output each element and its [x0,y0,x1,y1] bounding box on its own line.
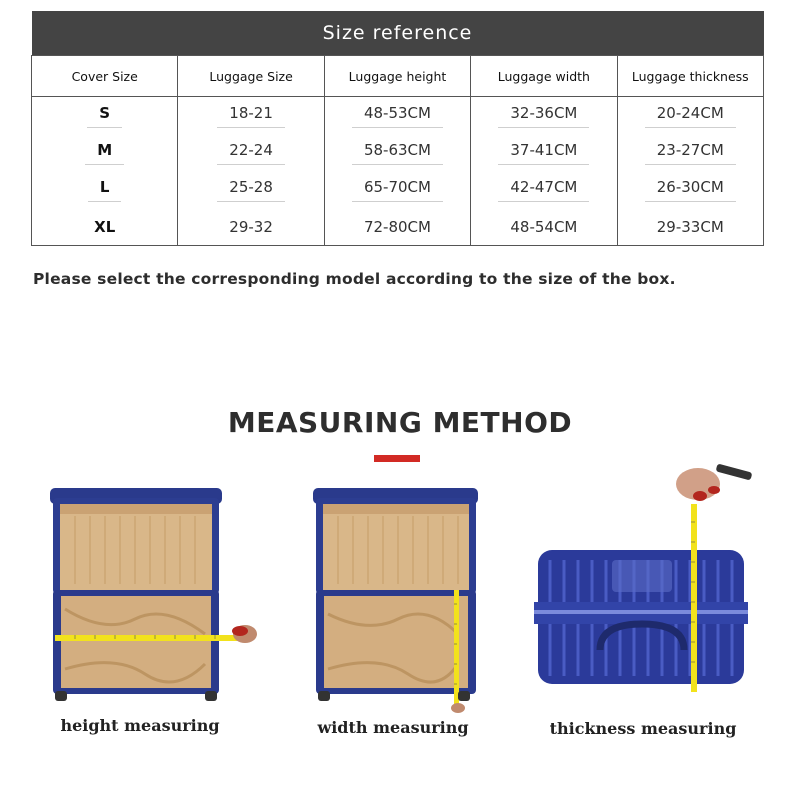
table-row [32,171,764,208]
base-lining [61,596,211,688]
wheel [318,691,330,701]
measuring-method-title: MEASURING METHOD [227,406,573,439]
thickness-measuring-photo [530,462,760,692]
thickness-cell: 26-30CM [617,171,763,208]
cover-size-cell: L [32,171,178,208]
base-lining [324,596,468,688]
table-row [32,208,764,246]
height-cell: 72-80CM [324,208,470,246]
luggage-size-cell: 25-28 [178,171,324,208]
width-cell: 37-41CM [471,134,617,171]
lid-lining [60,504,212,590]
wheel [205,691,217,701]
title-accent-bar [374,455,420,462]
lid-lining [323,504,469,590]
table-row [32,97,764,135]
cover-size-cell: XL [32,208,178,246]
hand [451,703,465,713]
height-cell: 58-63CM [324,134,470,171]
height-measuring-caption: height measuring [60,716,220,735]
thickness-cell: 20-24CM [617,97,763,135]
wheel [55,691,67,701]
measuring-tape [55,635,245,641]
width-cell: 42-47CM [471,171,617,208]
table-row [32,134,764,171]
luggage-size-cell: 22-24 [178,134,324,171]
height-cell: 48-53CM [324,97,470,135]
table-header-row [32,56,764,97]
width-cell: 32-36CM [471,97,617,135]
cover-size-cell: S [32,97,178,135]
width-cell: 48-54CM [471,208,617,246]
measuring-tape [691,504,697,692]
header-luggage-size: Luggage Size [178,56,324,97]
height-measuring-photo [45,484,260,706]
header-luggage-thickness: Luggage thickness [617,56,763,97]
size-reference-title: Size reference [32,11,764,56]
cover-size-cell: M [32,134,178,171]
thickness-cell: 23-27CM [617,134,763,171]
thickness-cell: 29-33CM [617,208,763,246]
thickness-measuring-caption: thickness measuring [549,719,737,738]
header-luggage-width: Luggage width [471,56,617,97]
size-selection-note: Please select the corresponding model according to the size of the box. [33,270,676,288]
tape-reel [716,463,753,480]
luggage-size-cell: 29-32 [178,208,324,246]
wheel [458,691,470,701]
size-reference-table [31,11,764,246]
luggage-size-cell: 18-21 [178,97,324,135]
measuring-tape [454,590,459,708]
height-cell: 65-70CM [324,171,470,208]
width-measuring-photo [308,484,483,714]
width-measuring-caption: width measuring [317,718,469,737]
header-luggage-height: Luggage height [324,56,470,97]
header-cover-size: Cover Size [32,56,178,97]
